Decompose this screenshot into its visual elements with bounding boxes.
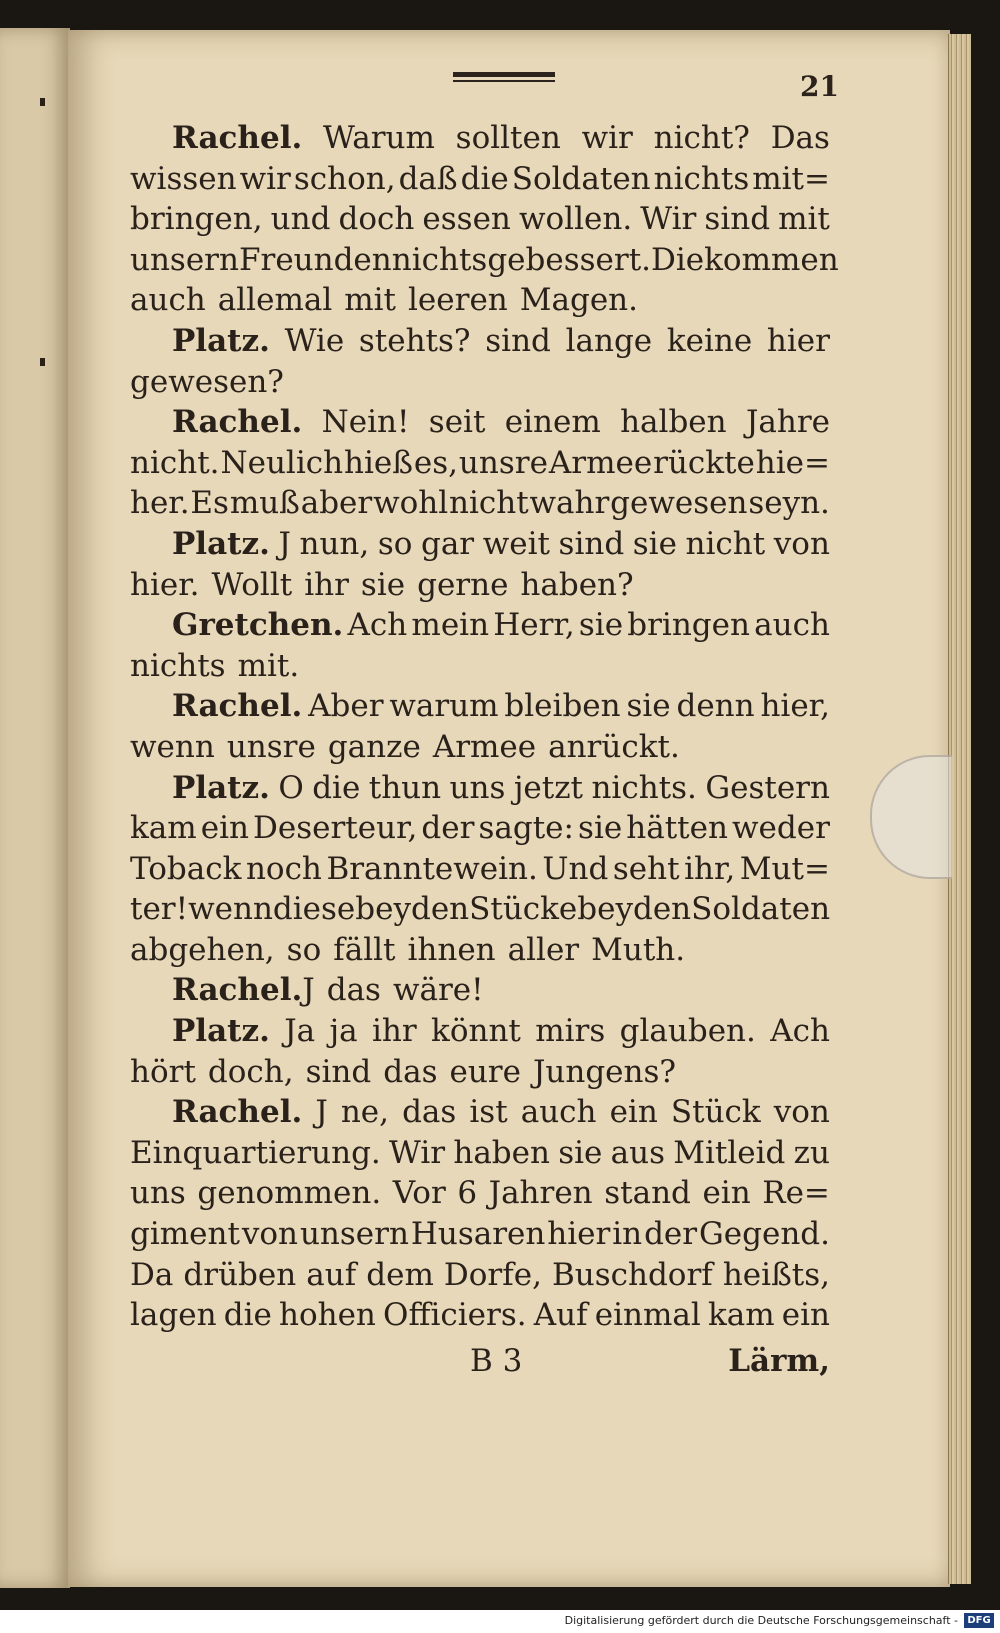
word: keine (666, 322, 753, 359)
word: die (223, 1297, 272, 1334)
word: ihr, (684, 850, 736, 887)
word: das (402, 1094, 457, 1131)
word: hier. (130, 566, 200, 603)
word: lange (565, 322, 653, 359)
text-line (130, 402, 830, 443)
word: gerne (417, 566, 509, 603)
word: genommen. (197, 1175, 382, 1212)
word: seht (612, 850, 680, 887)
word: stehts? (358, 322, 471, 359)
text-line (130, 240, 839, 281)
word: beyden (355, 891, 470, 928)
word: stand (604, 1175, 691, 1212)
word: gar (420, 525, 475, 562)
word: Magen. (519, 282, 638, 319)
word: sagte: (478, 810, 574, 847)
word: glauben. (619, 1013, 756, 1050)
word: wissen (130, 160, 237, 197)
word: ne, (340, 1094, 390, 1131)
text-line (130, 1092, 830, 1133)
word: Auf (533, 1297, 588, 1334)
word: Neulich (220, 444, 344, 481)
word: könnt (431, 1013, 521, 1050)
word: daß (398, 160, 458, 197)
word: mit (778, 201, 830, 238)
word: Wie (284, 322, 345, 359)
text-line (130, 1011, 830, 1052)
word: her. (130, 485, 190, 522)
word: nichts. (591, 769, 697, 806)
margin-mark (40, 98, 45, 106)
text-line (130, 605, 830, 646)
word: schon, (293, 160, 396, 197)
word: sollten (455, 120, 561, 156)
word: Buschdorf (551, 1256, 713, 1293)
word: sie (558, 1134, 603, 1171)
word: ein (609, 1094, 658, 1131)
word: J (302, 972, 315, 1009)
word: J (315, 1094, 328, 1131)
word: Das (770, 120, 830, 156)
word: warum (389, 688, 499, 725)
word: sie (360, 566, 406, 603)
word: giment (130, 1216, 240, 1253)
word: hohen (278, 1297, 376, 1334)
word: seit (428, 404, 486, 441)
word: wenn (188, 891, 273, 928)
word: weit (482, 525, 550, 562)
word: in (612, 1216, 643, 1253)
word: ihr (371, 1013, 417, 1050)
text-line (130, 321, 830, 362)
word: der (644, 1216, 698, 1253)
text-line (130, 727, 830, 768)
word: halben (620, 404, 727, 441)
text-line (130, 808, 830, 849)
signature-mark: B 3 (470, 1343, 523, 1379)
word: Da (130, 1256, 174, 1293)
word: nicht? (653, 120, 750, 156)
speaker-name: Rachel. (172, 404, 303, 441)
word: nichts (130, 647, 226, 684)
word: wahr (529, 485, 610, 522)
word: weder (732, 810, 830, 847)
word: Vor (392, 1175, 446, 1212)
word: Officiers. (383, 1297, 527, 1334)
text-line (130, 443, 830, 484)
word: Gestern (705, 769, 830, 806)
facing-page-edge (0, 28, 70, 1588)
word: Es (190, 485, 229, 522)
word: hie= (755, 444, 830, 481)
word: 6 (457, 1175, 478, 1212)
word: eure (449, 1053, 521, 1090)
word: aus (610, 1134, 665, 1171)
word: mit. (237, 647, 300, 684)
text-line (130, 849, 830, 890)
word: hieß (344, 444, 413, 481)
word: den (632, 891, 692, 928)
text-line (130, 159, 830, 200)
word: O (278, 769, 304, 806)
word: sind (558, 525, 625, 562)
text-line (130, 1255, 830, 1296)
word: heißts, (722, 1256, 830, 1293)
word: mit= (752, 160, 830, 197)
word: von (241, 1216, 299, 1253)
word: auf (306, 1256, 357, 1293)
word: Warum (323, 120, 435, 156)
word: so (286, 931, 322, 968)
word: sie (632, 525, 677, 562)
word: nichts (391, 241, 488, 278)
word: einem (504, 404, 601, 441)
word: das (326, 972, 381, 1009)
word: muß (229, 485, 300, 522)
word: abgehen, (130, 931, 275, 968)
word: nichts (653, 160, 750, 197)
body-text (130, 118, 839, 1336)
word: einmal (594, 1297, 701, 1334)
word: noch (245, 850, 322, 887)
text-line (130, 1173, 830, 1214)
word: gebessert. (487, 241, 652, 278)
word: doch (338, 201, 415, 238)
word: Mitleid (673, 1134, 786, 1171)
margin-mark (40, 358, 45, 366)
word: bringen (627, 607, 750, 644)
word: anrückt. (548, 728, 680, 765)
text-line (130, 970, 830, 1011)
word: rückte (653, 444, 755, 481)
word: Branntewein. (326, 850, 538, 887)
word: das (383, 1053, 438, 1090)
text-line (130, 1214, 830, 1255)
word: wäre! (392, 972, 484, 1009)
word: Und (542, 850, 609, 887)
word: kommen (704, 241, 839, 278)
text-line (130, 768, 830, 809)
text-line (130, 646, 830, 687)
text-line (130, 889, 830, 930)
word: doch, (207, 1053, 294, 1090)
word: Soldaten (691, 891, 831, 928)
word: aller (507, 931, 580, 968)
speaker-name: Rachel. (172, 120, 303, 156)
text-line (130, 565, 830, 606)
word: Toback (130, 850, 242, 887)
word: Einquartierung. (130, 1134, 381, 1171)
word: nicht. (130, 444, 220, 481)
word: Jungens? (532, 1053, 677, 1090)
word: denn (676, 688, 755, 725)
word: hier (766, 322, 830, 359)
word: die (460, 160, 509, 197)
word: und (270, 201, 331, 238)
word: Armee (432, 728, 537, 765)
word: Aber (308, 688, 384, 725)
word: uns (130, 1175, 186, 1212)
word: die (312, 769, 361, 806)
word: ihnen (407, 931, 496, 968)
word: nicht (685, 525, 766, 562)
text-line (130, 524, 830, 565)
word: ein (200, 810, 249, 847)
word: wir (581, 120, 633, 156)
word: Muth. (591, 931, 686, 968)
word: ein (781, 1297, 830, 1334)
word: gewesen (610, 485, 748, 522)
word: gewesen? (130, 363, 284, 400)
word: sie (578, 810, 623, 847)
speaker-name: Platz. (172, 525, 270, 562)
word: ein (702, 1175, 751, 1212)
word: auch (130, 282, 206, 319)
word: leeren (408, 282, 508, 319)
text-line (130, 1295, 830, 1336)
text-line (130, 118, 830, 159)
word: bringen, (130, 201, 263, 238)
word: von (773, 525, 830, 562)
word: kam (707, 1297, 775, 1334)
word: diese (272, 891, 356, 928)
word: unsern (130, 241, 239, 278)
text-line (130, 1133, 830, 1174)
word: wohl (373, 485, 449, 522)
page-number: 21 (800, 70, 839, 103)
text-line (130, 362, 830, 403)
speaker-name: Rachel. (172, 972, 303, 1009)
header-rule (453, 72, 555, 82)
speaker-name: Rachel. (172, 688, 303, 725)
text-line (130, 199, 830, 240)
catchword: Lärm, (728, 1343, 830, 1379)
word: Nein! (321, 404, 410, 441)
word: auch (754, 607, 830, 644)
word: Ja (284, 1013, 316, 1050)
word: unsre (458, 444, 548, 481)
word: Stücke (469, 891, 578, 928)
word: Husaren (410, 1216, 546, 1253)
word: ihr (304, 566, 349, 603)
speaker-name: Platz. (172, 1013, 270, 1050)
word: mirs (535, 1013, 606, 1050)
word: J (278, 525, 291, 562)
word: Dorfe, (443, 1256, 542, 1293)
word: unsern (299, 1216, 409, 1253)
word: Mut= (739, 850, 830, 887)
word: uns (449, 769, 506, 806)
page-foot (130, 1343, 830, 1383)
word: allemal (217, 282, 333, 319)
word: ist (469, 1094, 508, 1131)
word: Herr, (493, 607, 575, 644)
word: sie (578, 607, 624, 644)
speaker-name: Platz. (172, 322, 270, 359)
word: aber (300, 485, 373, 522)
word: mein (411, 607, 490, 644)
word: jetzt (513, 769, 584, 806)
word: Jahre (745, 404, 830, 441)
word: bey (577, 891, 633, 928)
word: nun, (299, 525, 370, 562)
word: Wollt (211, 566, 293, 603)
word: wenn (130, 728, 215, 765)
speaker-name: Rachel. (172, 1094, 303, 1131)
word: Jahren (488, 1175, 593, 1212)
text-line (130, 483, 830, 524)
word: Wir (389, 1134, 446, 1171)
word: seyn. (748, 485, 830, 522)
word: Ach (347, 607, 408, 644)
word: Wir (640, 201, 697, 238)
word: bleiben (504, 688, 621, 725)
word: auch (520, 1094, 597, 1131)
word: wollen. (518, 201, 633, 238)
word: so (377, 525, 413, 562)
word: Re= (762, 1175, 830, 1212)
speaker-name: Gretchen. (172, 607, 344, 644)
word: haben? (520, 566, 634, 603)
word: hört (130, 1053, 196, 1090)
word: Deserteur, (253, 810, 418, 847)
word: Gegend. (699, 1216, 830, 1253)
word: lagen (130, 1297, 217, 1334)
word: unsre (226, 728, 316, 765)
word: haben (453, 1134, 550, 1171)
word: Die (651, 241, 705, 278)
text-line (130, 280, 830, 321)
word: wir (239, 160, 291, 197)
word: thun (368, 769, 442, 806)
word: ganze (327, 728, 421, 765)
word: drüben (183, 1256, 297, 1293)
word: ter! (130, 891, 189, 928)
word: es, (413, 444, 458, 481)
word: der (421, 810, 475, 847)
speaker-name: Platz. (172, 769, 270, 806)
word: ja (329, 1013, 358, 1050)
word: kam (130, 810, 197, 847)
word: Stück (670, 1094, 761, 1131)
word: sind (485, 322, 551, 359)
text-line (130, 930, 830, 971)
word: mit (344, 282, 397, 319)
word: sie (626, 688, 671, 725)
word: sind (305, 1053, 372, 1090)
word: von (773, 1094, 830, 1131)
footer-credit: Digitalisierung gefördert durch die Deutsche Forschungsgemeinschaft - (564, 1614, 958, 1627)
word: hier, (760, 688, 830, 725)
word: dem (366, 1256, 434, 1293)
word: Armee (548, 444, 653, 481)
text-line (130, 1052, 830, 1093)
word: fällt (333, 931, 396, 968)
word: hier (547, 1216, 611, 1253)
word: sind (704, 201, 771, 238)
word: hätten (626, 810, 728, 847)
word: Freunden (238, 241, 392, 278)
word: Ach (770, 1013, 830, 1050)
text-line (130, 686, 830, 727)
dfg-logo: DFG (964, 1613, 994, 1628)
word: Soldaten (511, 160, 651, 197)
word: nicht (449, 485, 529, 522)
word: essen (422, 201, 511, 238)
word: zu (793, 1134, 830, 1171)
footer-bar (0, 1610, 1000, 1633)
